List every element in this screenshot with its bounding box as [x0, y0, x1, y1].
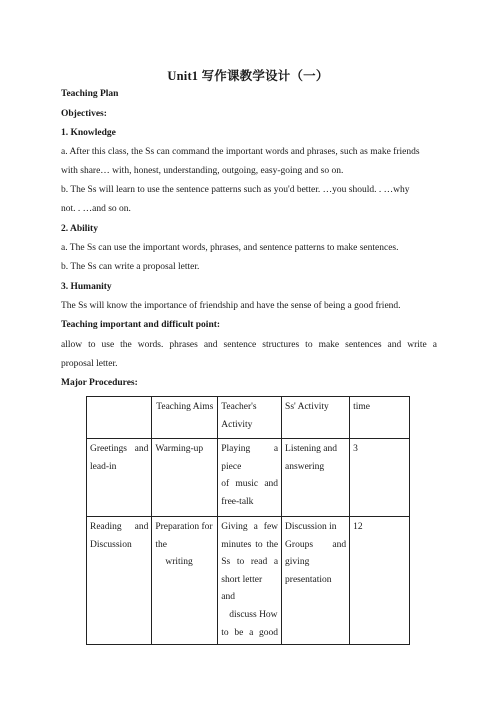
objectives-heading: Objectives:	[61, 109, 107, 119]
knowledge-a-line2: with share… with, honest, understanding, outgoing, easy-going and so on.	[61, 166, 344, 176]
table-cell: Listening and answering	[282, 439, 350, 517]
important-point-heading: Teaching important and difficult point:	[61, 320, 221, 330]
table-header-cell: Teaching Aims	[152, 397, 218, 439]
table-header-cell	[218, 397, 282, 439]
humanity-heading: 3. Humanity	[61, 282, 112, 292]
table-cell: Giving a few minutes to the Ss to read a short letter and discuss How to be a good	[218, 517, 282, 645]
important-point-line2: proposal letter.	[61, 359, 118, 369]
document-title: Unit1 写作课教学设计（一）	[167, 69, 329, 83]
important-point-line1: allow to use the words. phrases and sentence structures to make sentences and write a	[61, 340, 437, 350]
table-header-cell: Ss' Activity	[282, 397, 350, 439]
table-header-cell	[87, 397, 152, 439]
humanity-text: The Ss will know the importance of friendship and have the sense of being a good friend.	[61, 301, 401, 311]
table-cell: Preparation for the writing	[152, 517, 218, 645]
ability-heading: 2. Ability	[61, 224, 98, 234]
knowledge-heading: 1. Knowledge	[61, 128, 116, 138]
table-row	[87, 439, 410, 517]
table-header-cell: time	[350, 397, 410, 439]
table-cell: Discussion in Groups and giving presentation	[282, 517, 350, 645]
table-cell: Reading and Discussion	[87, 517, 152, 645]
ability-a: a. The Ss can use the important words, phrases, and sentence patterns to make sentences.	[61, 243, 399, 253]
table-row	[87, 517, 410, 645]
knowledge-b-line1: b. The Ss will learn to use the sentence patterns such as you'd better. …you should. . …why	[61, 185, 410, 195]
procedures-heading: Major Procedures:	[61, 378, 138, 388]
table-header-row	[87, 397, 410, 439]
header-activity-line: Activity	[221, 419, 253, 430]
knowledge-b-line2: not. . …and so on.	[61, 204, 131, 214]
table-cell: Warming-up	[152, 439, 218, 517]
table-cell: 3	[350, 439, 410, 517]
ability-b: b. The Ss can write a proposal letter.	[61, 262, 200, 272]
knowledge-a-line1: a. After this class, the Ss can command the important words and phrases, such as make friends	[61, 147, 420, 157]
header-teachers-line: Teacher's	[221, 402, 257, 412]
table-cell: Playing a piece of music and free-talk	[218, 439, 282, 517]
teaching-plan-heading: Teaching Plan	[61, 89, 119, 99]
procedures-table	[86, 396, 410, 645]
table-cell: Greetings and lead-in	[87, 439, 152, 517]
table-cell: 12	[350, 517, 410, 645]
